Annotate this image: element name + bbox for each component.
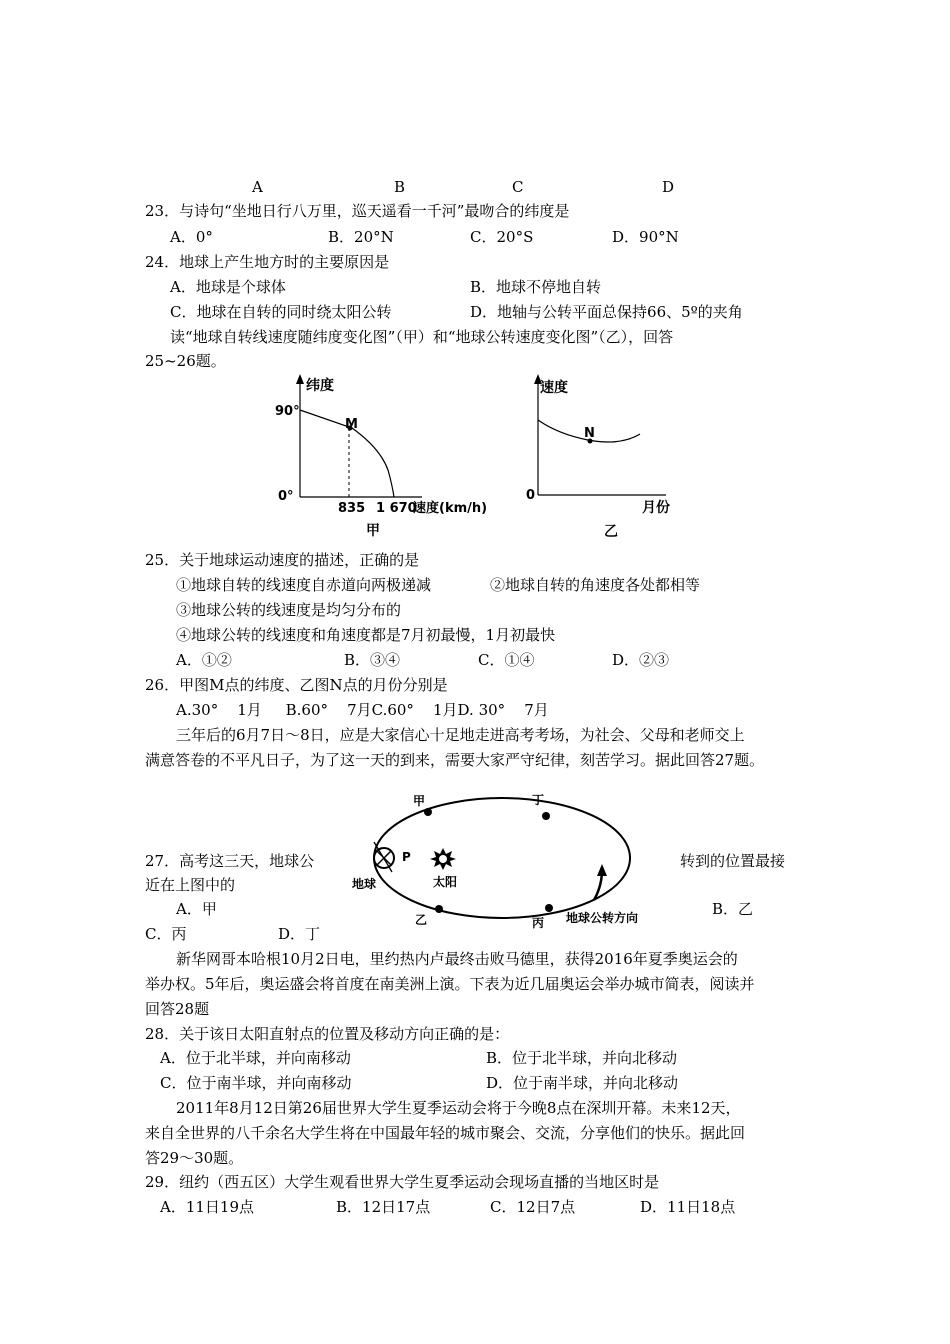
q23-option-d: D．90°N [612,228,679,246]
q27-line2: 近在上图中的 [145,876,236,894]
yi-xlabel: 月份 [642,500,670,516]
q25-option-b: B．③④ [344,651,401,669]
top-option-d: D [662,178,675,196]
top-option-a: A [252,178,263,196]
orbit-diagram [340,782,670,930]
intro-25-26-line2: 25~26题。 [145,352,226,370]
q28-option-d: D．位于南半球，并向北移动 [486,1074,679,1092]
q25-statement-4: ④地球公转的线速度和角速度都是7月初最慢，1月初最快 [176,626,556,644]
q25-option-d: D．②③ [612,651,670,669]
q25-statement-1: ①地球自转的线速度自赤道向两极递减 [176,576,432,594]
q27-option-c: C．丙 [145,925,187,943]
yi-ylabel: 速度 [540,380,568,396]
jia-x-mid: 835 [338,501,366,516]
intro-29-30-line3: 答29～30题。 [145,1149,244,1167]
orbit-point-bing [545,904,553,912]
jia-y-top: 90° [275,404,300,419]
q28-option-b: B．位于北半球，并向北移动 [486,1049,678,1067]
orbit-ellipse [374,798,630,918]
q28-option-a: A．位于北半球，并向南移动 [160,1049,351,1067]
top-option-b: B [394,178,406,196]
q25-statement-2: ②地球自转的角速度各处都相等 [490,576,701,594]
q23-stem: 23．与诗句“坐地日行八万里，巡天遥看一千河”最吻合的纬度是 [145,202,570,220]
jia-x-end: 1 670 [376,501,417,516]
q27-option-d: D．丁 [278,925,321,943]
q24-option-a: A．地球是个球体 [170,278,286,296]
orbit-label-jia: 甲 [413,794,426,808]
orbit-label-bing: 丙 [532,916,545,930]
q29-option-b: B．12日17点 [336,1198,431,1216]
q23-option-c: C．20°S [470,228,534,246]
yi-n-label: N [584,426,595,441]
intro-29-30-line1: 2011年8月12日第26届世界大学生夏季运动会将于今晚8点在深圳开幕。未来12天， [176,1099,741,1117]
jia-ylabel: 纬度 [306,378,334,394]
orbit-label-yi: 乙 [415,913,428,927]
sun-icon [430,848,456,870]
q24-option-d: D．地轴与公转平面总保持66、5º的夹角 [470,303,743,321]
q25-statement-3: ③地球公转的线速度是均匀分布的 [176,601,402,619]
q28-stem: 28．关于该日太阳直射点的位置及移动方向正确的是： [145,1025,510,1043]
intro-25-26-line1: 读“地球自转线速度随纬度变化图”（甲）和“地球公转速度变化图”（乙），回答 [170,328,674,346]
q29-stem: 29．纽约（西五区）大学生观看世界大学生夏季运动会现场直播的当地区时是 [145,1173,660,1191]
q29-option-a: A．11日19点 [160,1198,255,1216]
intro-27-line2: 满意答卷的不平凡日子，为了这一天的到来，需要大家严守纪律，刻苦学习。据此回答27题。 [145,751,765,769]
q24-option-c: C．地球在自转的同时绕太阳公转 [170,303,392,321]
orbit-label-earth: 地球 [352,877,377,891]
intro-28-line2: 举办权。5年后，奥运盛会将首度在南美洲上演。下表为近几届奥运会举办城市简表，阅读并 [145,975,755,993]
intro-28-line3: 回答28题 [145,1000,210,1018]
jia-m-label: M [345,417,358,432]
q23-option-b: B．20°N [328,228,394,246]
yi-caption: 乙 [604,524,618,540]
q27-stem-right: 转到的位置最接 [680,852,786,870]
q27-stem-left: 27．高考这三天，地球公 [145,852,315,870]
orbit-label-direction: 地球公转方向 [566,911,639,925]
orbit-label-sun: 太阳 [433,875,458,889]
q27-option-a: A．甲 [176,900,217,918]
q24-stem: 24．地球上产生地方时的主要原因是 [145,253,390,271]
jia-xlabel: 速度(km/h) [413,501,488,516]
jia-y-arrow [296,374,304,384]
q25-stem: 25．关于地球运动速度的描述，正确的是 [145,551,420,569]
figure-yi [520,372,690,542]
q27-option-b: B．乙 [712,900,754,918]
q25-option-a: A．①② [176,651,232,669]
intro-29-30-line2: 来自全世界的八千余名大学生将在中国最年轻的城市聚会、交流，分享他们的快乐。据此回 [145,1124,746,1142]
top-option-c: C [512,178,524,196]
intro-27-line1: 三年后的6月7日～8日，应是大家信心十足地走进高考考场，为社会、父母和老师交上 [176,726,745,744]
q29-option-c: C．12日7点 [490,1198,576,1216]
q29-option-d: D．11日18点 [640,1198,736,1216]
figure-jia [270,372,500,542]
q25-option-c: C．①④ [478,651,535,669]
orbit-label-ding: 丁 [532,793,545,807]
q28-option-c: C．位于南半球，并向南移动 [160,1074,352,1092]
jia-y-bottom: 0° [278,489,294,504]
orbit-point-yi [435,905,443,913]
q23-option-a: A．0° [170,228,213,246]
orbit-point-ding [542,812,550,820]
orbit-point-jia [424,808,432,816]
intro-28-line1: 新华网哥本哈根10月2日电，里约热内卢最终击败马德里，获得2016年夏季奥运会的 [176,950,738,968]
q26-stem: 26．甲图M点的纬度、乙图N点的月份分别是 [145,676,448,694]
yi-origin: 0 [526,488,536,503]
orbit-label-p: P [402,850,411,864]
q26-options: A.30° 1月 B.60° 7月C.60° 1月D. 30° 7月 [176,701,549,719]
q24-option-b: B．地球不停地自转 [470,278,602,296]
jia-caption: 甲 [366,523,380,539]
